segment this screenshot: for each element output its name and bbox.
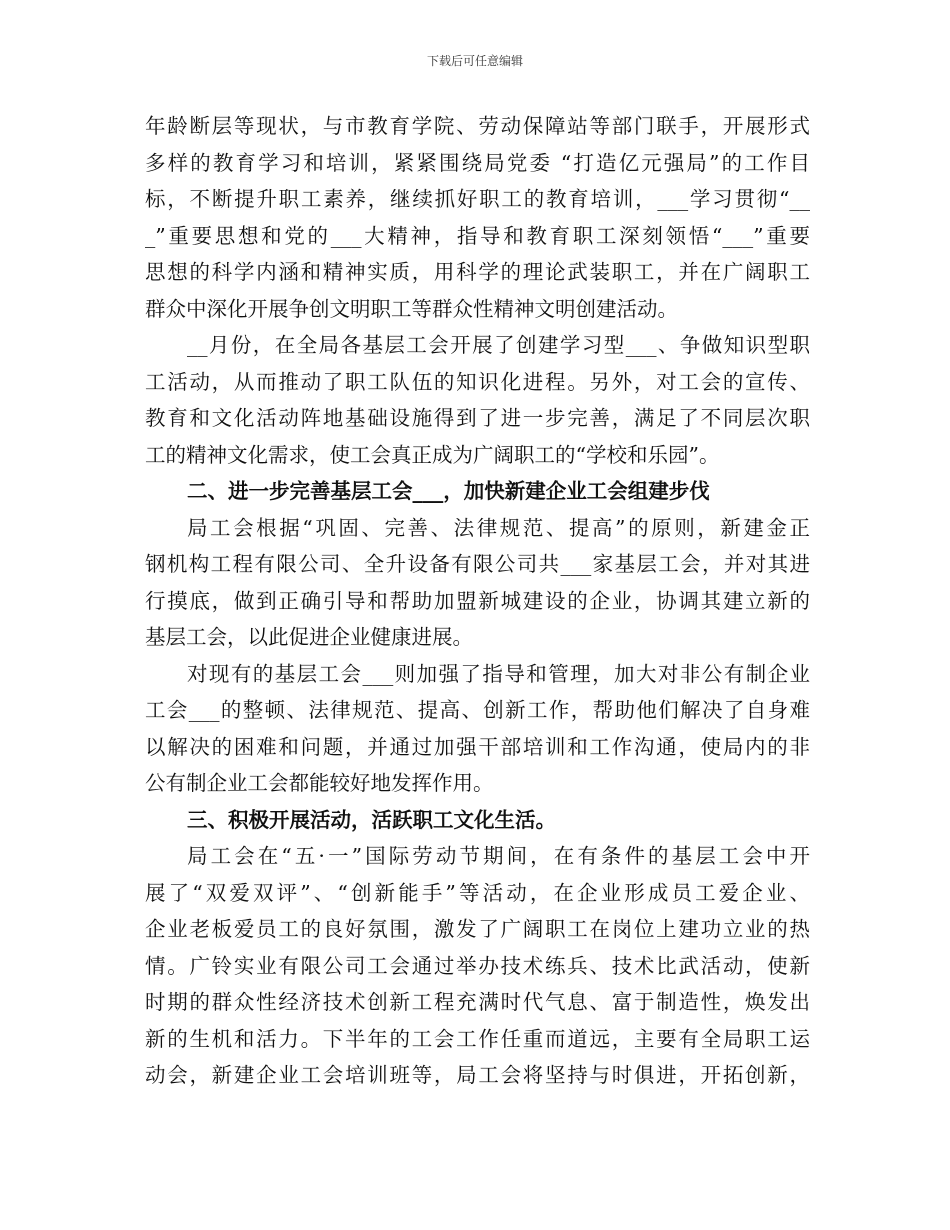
text-line: _”重要思想和党的___大精神，指导和教育职工深刻领悟“___”重要: [145, 223, 810, 248]
text-line: 展了“双爱双评”、“创新能手”等活动，在企业形成员工爱企业、: [145, 880, 810, 905]
text-line: 公有制企业工会都能较好地发挥作用。: [145, 771, 494, 795]
text-line: 情。广铃实业有限公司工会通过举办技术练兵、技术比武活动，使新: [145, 953, 810, 978]
text-line: 思想的科学内涵和精神实质，用科学的理论武装职工，并在广阔职工: [145, 260, 810, 284]
text-line: 工活动，从而推动了职工队伍的知识化进程。另外，对工会的宣传、: [145, 369, 810, 394]
text-line: 标，不断提升职工素养，继续抓好职工的教育培训，___学习贯彻“__: [145, 187, 810, 211]
text-line: 基层工会，以此促进企业健康进展。: [145, 625, 473, 649]
text-line: 多样的教育学习和培训，紧紧围绕局党委 “打造亿元强局”的工作目: [145, 150, 810, 175]
text-line: 时期的群众性经济技术创新工程充满时代气息、富于制造性，焕发出: [145, 990, 810, 1014]
text-line: 行摸底，做到正确引导和帮助加盟新城建设的企业，协调其建立新的: [145, 588, 810, 613]
text-line: 年龄断层等现状，与市教育学院、劳动保障站等部门联手，开展形式: [145, 114, 810, 138]
document-body: [145, 108, 810, 1094]
text-line: 以解决的困难和问题，并通过加强干部培训和工作沟通，使局内的非: [145, 734, 810, 759]
text-line: __月份，在全局各基层工会开展了创建学习型___、争做知识型职: [187, 333, 810, 357]
text-line: 局工会根据“巩固、完善、法律规范、提高”的原则，新建金正: [187, 515, 810, 540]
text-line: 钢机构工程有限公司、全升设备有限公司共___家基层工会，并对其进: [145, 552, 810, 576]
text-line: 对现有的基层工会___则加强了指导和管理，加大对非公有制企业: [187, 661, 810, 686]
section-heading: 二、进一步完善基层工会___，加快新建企业工会组建步伐: [187, 479, 710, 503]
text-line: 局工会在“五·一”国际劳动节期间，在有条件的基层工会中开: [187, 844, 810, 868]
text-line: 工会___的整顿、法律规范、提高、创新工作，帮助他们解决了自身难: [145, 698, 810, 722]
text-line: 教育和文化活动阵地基础设施得到了进一步完善，满足了不同层次职: [145, 406, 810, 430]
text-line: 工的精神文化需求，使工会真正成为广阔职工的“学校和乐园”。: [145, 442, 720, 467]
section-heading: 三、积极开展活动，活跃职工文化生活。: [187, 807, 556, 832]
text-line: 群众中深化开展争创文明职工等群众性精神文明创建活动。: [145, 296, 678, 321]
text-line: 动会，新建企业工会培训班等，局工会将坚持与时俱进，开拓创新，: [145, 1063, 810, 1087]
page-header: 下载后可任意编辑: [426, 54, 523, 68]
text-line: 企业老板爱员工的良好氛围，激发了广阔职工在岗位上建功立业的热: [145, 917, 810, 941]
text-line: 新的生机和活力。下半年的工会工作任重而道远，主要有全局职工运: [145, 1026, 810, 1051]
